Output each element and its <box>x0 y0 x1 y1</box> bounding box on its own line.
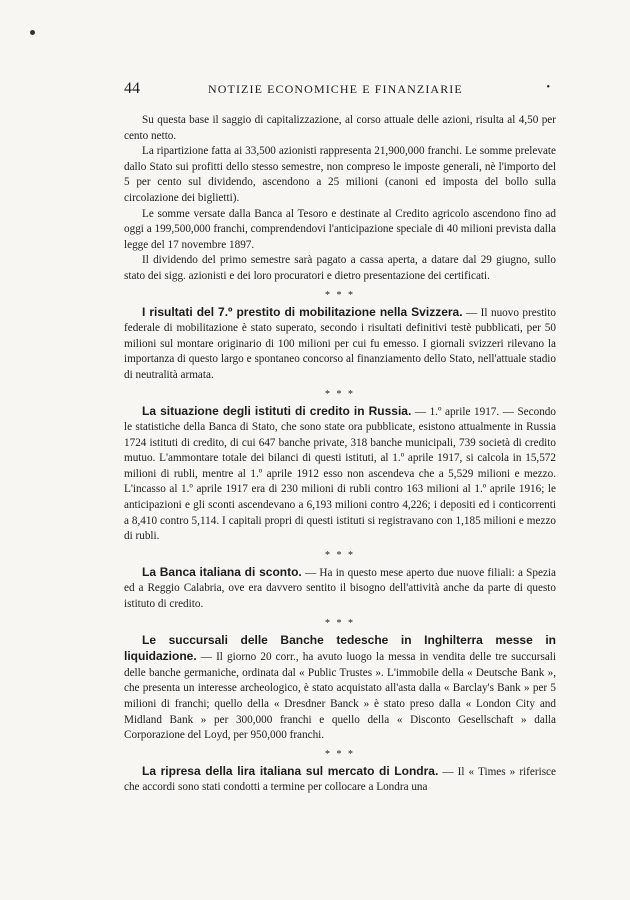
section-separator: * * * <box>325 388 355 400</box>
page-body <box>124 113 556 796</box>
section-separator: * * * <box>325 549 355 561</box>
intro-paragraph: Il dividendo del primo semestre sarà pagato a cassa aperta, a datare dal 29 giugno, sullo stato dei sigg. azionisti e dei loro procuratori e dietro presentazione dei certificati. <box>124 254 556 282</box>
section-separator: * * * <box>325 748 355 760</box>
article-text: — Ha in questo mese aperto due nuove filiali: a Spezia ed a Reggio Calabria, ove era davvero sentito il bisogno dell'attività anche da parte di questo istituto di credito. <box>124 566 557 611</box>
header-mark: • <box>546 82 550 93</box>
article-text: — Il giorno 20 corr., ha avuto luogo la messa in vendita delle tre succursali delle banche germaniche, ordinata dal « Public Trustes ». L'immobile della « Deutsche Bank », che presenta un interesse archeologico, è stato acquistato all'asta dalla « Barclay's Bank » per 5 milioni di franchi; quello della « Dresdner Banck » è stato preso dalla « London City and Midland Bank » per 300,000 franchi e quello della « Disconto Gesellschaft » dalla Corporazione del Loyd, per 950,000 franchi. <box>124 651 556 742</box>
section-separator: * * * <box>325 289 355 301</box>
ink-dot <box>30 30 35 35</box>
article-banca-italiana <box>124 565 556 613</box>
article-text: — Il nuovo prestito federale di mobilitazione è stato superato, secondo i risultati definitivi testè pubblicati, per 50 milioni sul montare originario di 100 milioni per cui fu emesso. I giornali svizzeri rilevano la importanza di questo largo e spontaneo concorso al finanziamento dello Stato, nell'attuale stadio di neutralità armata. <box>124 306 556 381</box>
article-russia <box>124 404 556 545</box>
article-heading: I risultati del 7.º prestito di mobilitazione nella Svizzera. <box>142 304 463 319</box>
intro-paragraph: La ripartizione fatta ai 33,500 azionisti rappresenta 21,900,000 franchi. Le somme prelevate dallo Stato sui profitti dello stesso semestre, non compreso le imposte generali, nè l'importo del 5 per cento sul dividendo, ascendono a 25 milioni (canoni ed imposta del bollo sulla circolazione dei biglietti). <box>124 145 556 204</box>
intro-paragraph: Le somme versate dalla Banca al Tesoro e destinate al Credito agricolo ascendono fino ad oggi a 199,500,000 franchi, comprendendovi l'anticipazione speciale di 40 milioni prevista dalla legge del 17 novembre 1897. <box>124 207 556 251</box>
intro-paragraph: Su questa base il saggio di capitalizzazione, al corso attuale delle azioni, risulta al 4,50 per cento netto. <box>124 114 556 142</box>
article-text: — Il « Times » riferisce che accordi sono stati condotti a termine per collocare a Londra una <box>124 765 556 794</box>
article-svizzera <box>124 305 556 384</box>
running-title: NOTIZIE ECONOMICHE E FINANZIARIE <box>208 82 463 96</box>
article-lira-londra <box>124 764 556 796</box>
page-number: 44 <box>124 80 140 97</box>
section-separator: * * * <box>325 617 355 629</box>
article-heading: Le succursali delle Banche tedesche in Inghilterra messe in liquidazione. <box>124 632 556 664</box>
article-heading: La situazione degli istituti di credito in Russia. <box>142 403 412 418</box>
page-header <box>124 80 556 100</box>
article-banche-tedesche <box>124 633 556 744</box>
article-heading: La Banca italiana di sconto. <box>142 564 302 579</box>
article-text: — 1.º aprile 1917. — Secondo le statistiche della Banca di Stato, che sono state ora pubblicate, esistono attualmente in Russia 1724 istituti di credito, di cui 647 banche private, 318 banche municipali, 739 società di credito mutuo. L'ammontare totale dei bilanci di questi istituti, al 1.º aprile 1917, si calcola in 15,572 milioni di rubli, mentre al 1.º aprile 1912 esso non ascendeva che a 5,529 milioni e mezzo. L'incasso al 1.º aprile 1917 era di 230 milioni di rubli contro 163 milioni al 1.º aprile 1916; le anticipazioni e gli sconti ascendevano a 6,193 milioni contro 4,226; i depositi ed i conticorrenti a 8,410 contro 5,114. I capitali propri di questi istituti si registravano con 1,185 milioni e mezzo di rubli. <box>124 405 556 543</box>
article-heading: La ripresa della lira italiana sul mercato di Londra. <box>142 763 439 778</box>
